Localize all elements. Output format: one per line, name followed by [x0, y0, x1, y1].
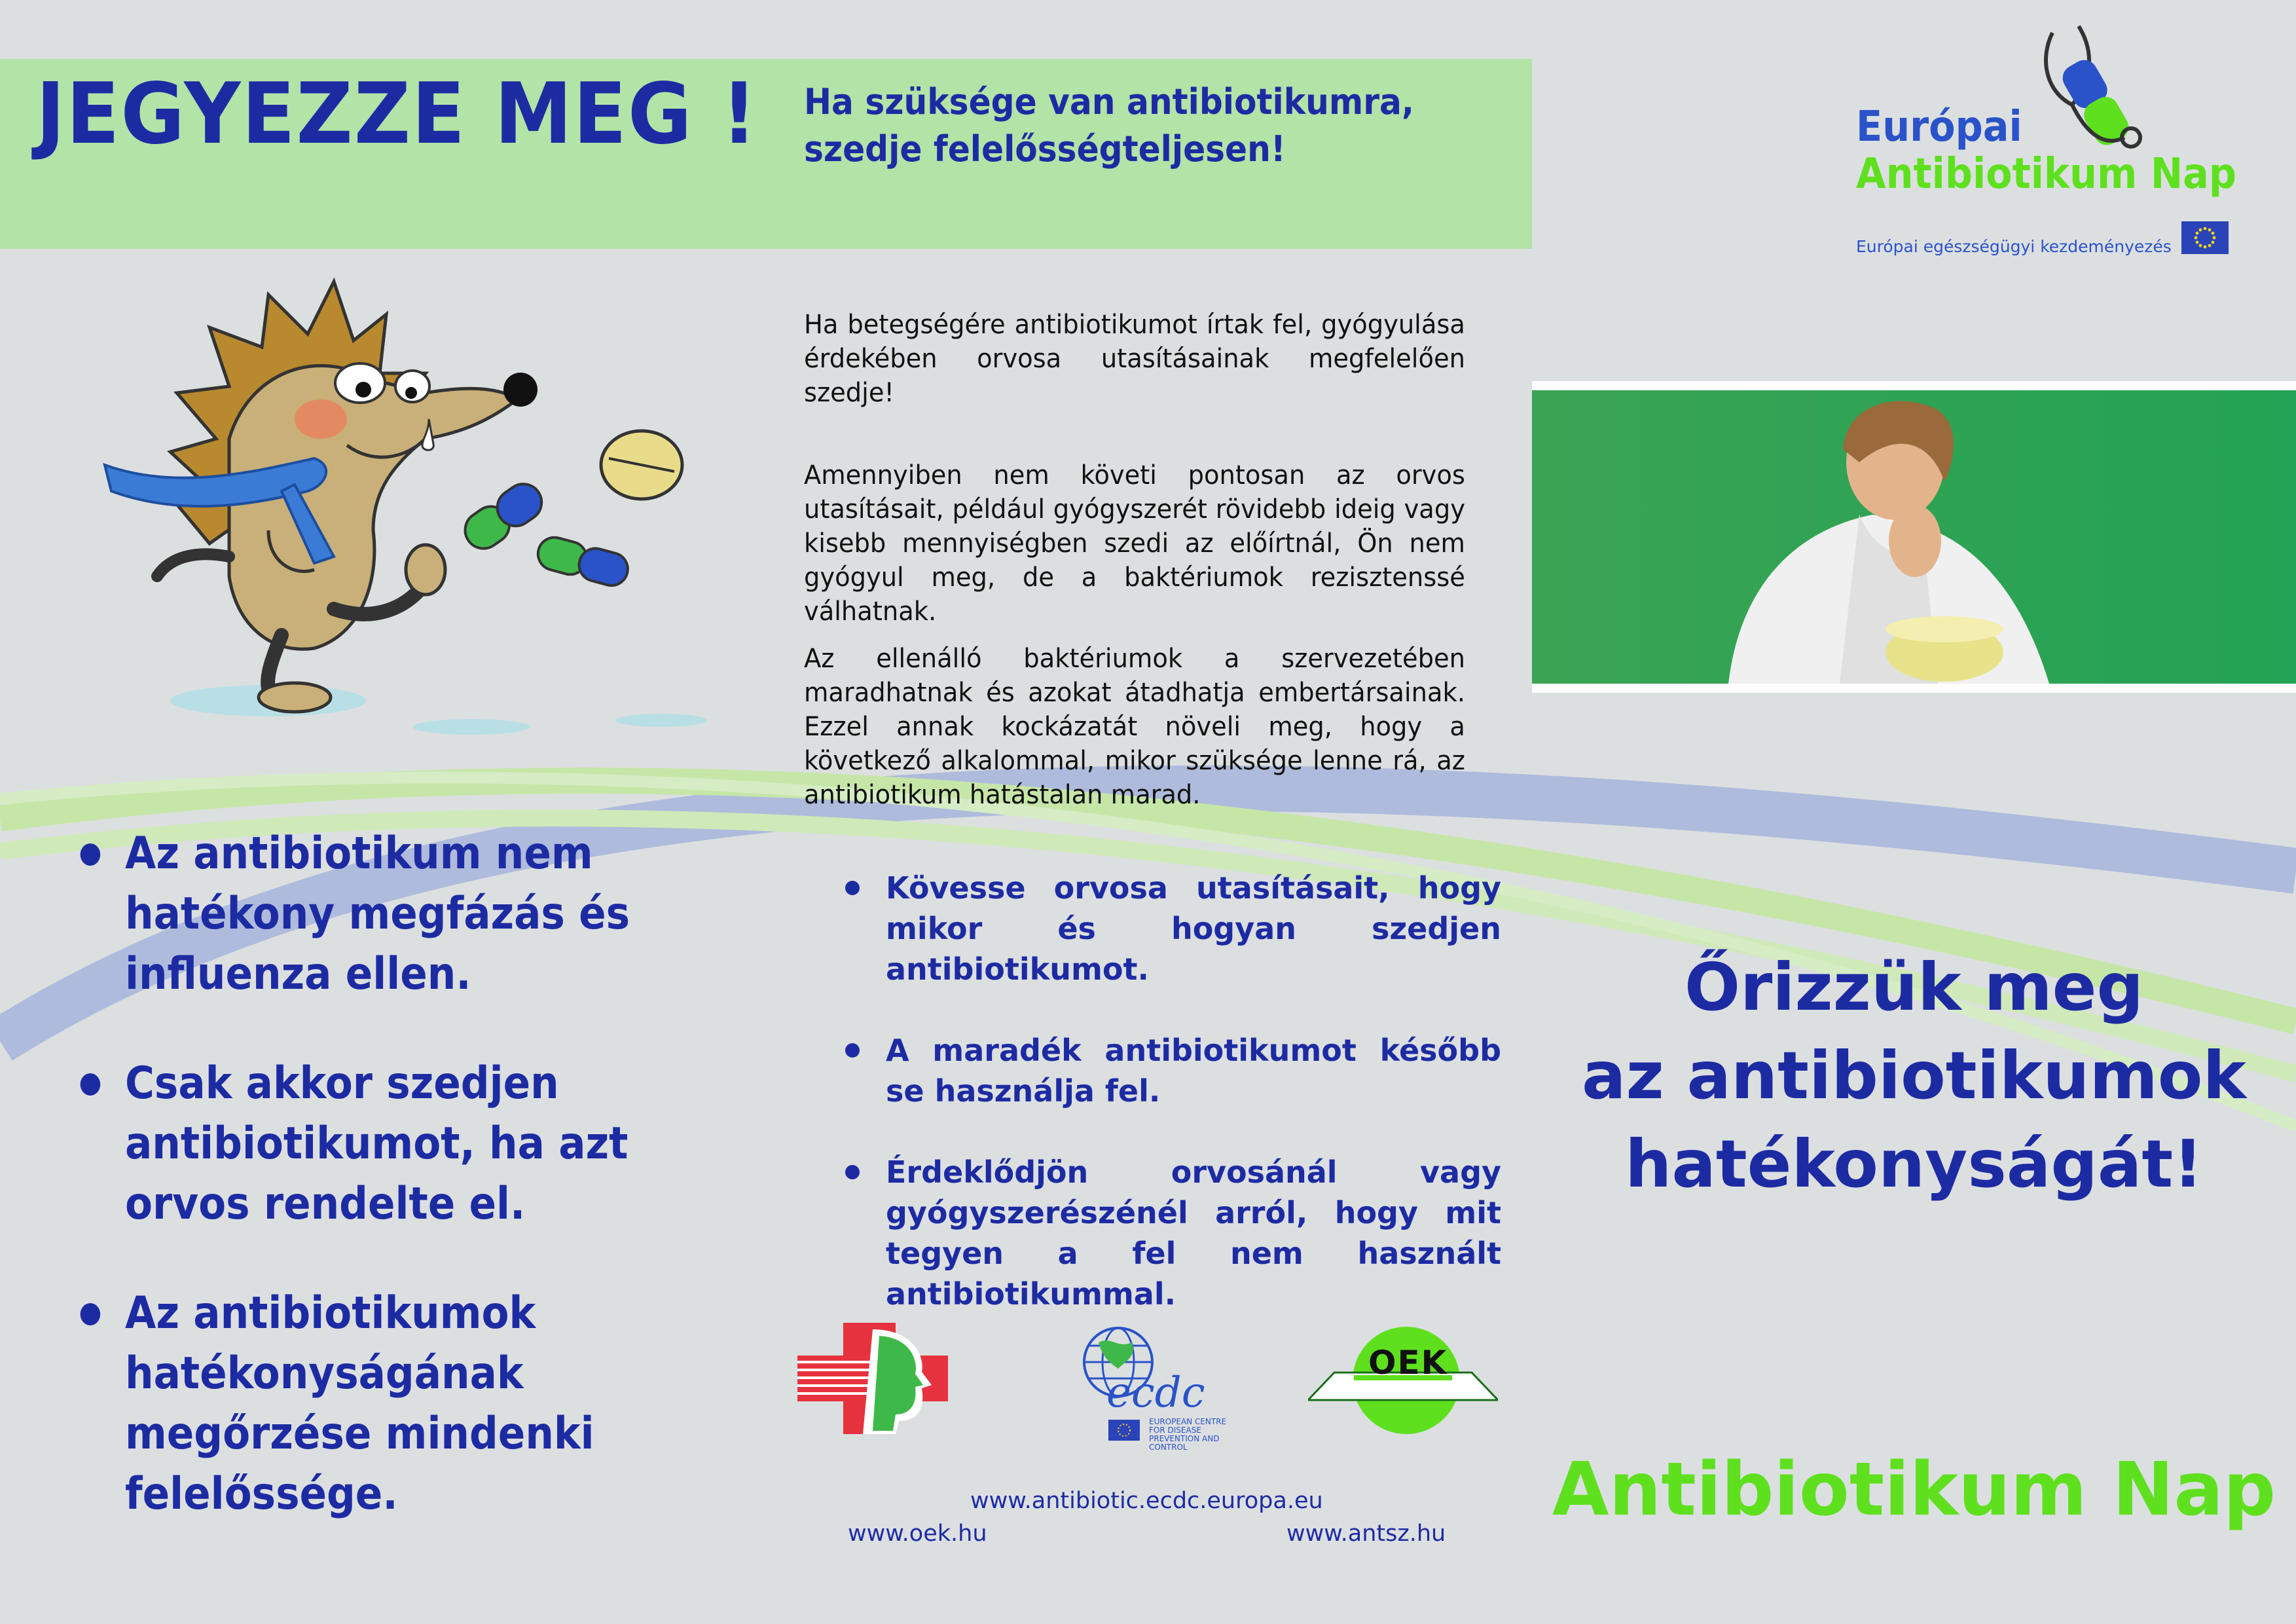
photo-illustration [1532, 390, 2296, 684]
ecdc-eu-flag-icon [1108, 1420, 1140, 1441]
slogan-line-2: az antibiotikumok [1582, 1037, 2246, 1114]
link-ecdc[interactable]: www.antibiotic.ecdc.europa.eu [970, 1488, 1323, 1514]
slogan [1532, 943, 2296, 1208]
link-antsz[interactable]: www.antsz.hu [1286, 1521, 1446, 1547]
footer-title: Antibiotikum Nap [1552, 1447, 2276, 1532]
slogan-line-1: Őrizzük meg [1684, 949, 2144, 1025]
body-paragraph-1: Ha betegségére antibiotikumot írtak fel, gyógyulása érdekében orvosa utasításainak megfelelően szedje! [804, 310, 1465, 408]
mid-bullet-3: Érdeklődjön orvosánál vagy gyógyszerészénél arról, hogy mit tegyen a fel nem használt antibiotikummal. [841, 1152, 1501, 1314]
left-bullet-3: Az antibiotikumok hatékonyságának megőrzése mindenki felelőssége. [72, 1283, 744, 1524]
ecdc-full-name: EUROPEAN CENTRE FOR DISEASE PREVENTION AND CONTROL [1149, 1417, 1227, 1452]
hedgehog-mascot-illustration [98, 268, 720, 740]
left-key-points-list [72, 824, 694, 1574]
page-title: JEGYEZZE MEG ! [36, 65, 758, 163]
antsz-cross-logo [797, 1323, 955, 1434]
subtitle-line-1: Ha szüksége van antibiotikumra, [804, 81, 1414, 122]
eu-flag-icon [2181, 221, 2229, 254]
oek-logo-text: OEK [1368, 1344, 1448, 1382]
mid-bullet-2: A maradék antibiotikumot később se használja fel. [841, 1030, 1501, 1111]
body-paragraph-3: Az ellenálló baktériumok a szervezetében maradhatnak és azokat átadhatja embertársainak. Ezzel annak kockázatát növeli meg, hogy a következő alkalommal, mikor szüksége lenne rá, az antibiotikum hatástalan marad. [804, 644, 1465, 810]
header-subtitle [804, 79, 1414, 173]
left-bullet-1: Az antibiotikum nem hatékony megfázás és influenza ellen. [72, 824, 744, 1005]
middle-advice-list [841, 868, 1501, 1355]
brand-logo-text [1856, 103, 2236, 198]
slogan-line-3: hatékonyságát! [1625, 1126, 2203, 1202]
left-bullet-2: Csak akkor szedjen antibiotikumot, ha azt orvos rendelte el. [72, 1054, 744, 1234]
sick-woman-photo [1532, 381, 2296, 693]
eu-initiative-text: Európai egészségügyi kezdeményezés [1856, 237, 2172, 256]
link-oek[interactable]: www.oek.hu [848, 1521, 987, 1547]
brand-line-1: Európai [1856, 103, 2022, 151]
subtitle-line-2: szedje felelősségteljesen! [804, 128, 1286, 170]
ecdc-logo-text: ecdc [1106, 1369, 1205, 1417]
mid-bullet-1: Kövesse orvosa utasításait, hogy mikor és hogyan szedjen antibiotikumot. [841, 868, 1501, 989]
body-paragraph-2: Amennyiben nem követi pontosan az orvos utasításait, például gyógyszerét rövidebb ideig vagy kisebb mennyiségben szedi az előírtnál, Ön nem gyógyul meg, de a baktériumok rezisztenssé válhatnak. [804, 460, 1465, 627]
brand-line-2: Antibiotikum Nap [1856, 150, 2237, 198]
